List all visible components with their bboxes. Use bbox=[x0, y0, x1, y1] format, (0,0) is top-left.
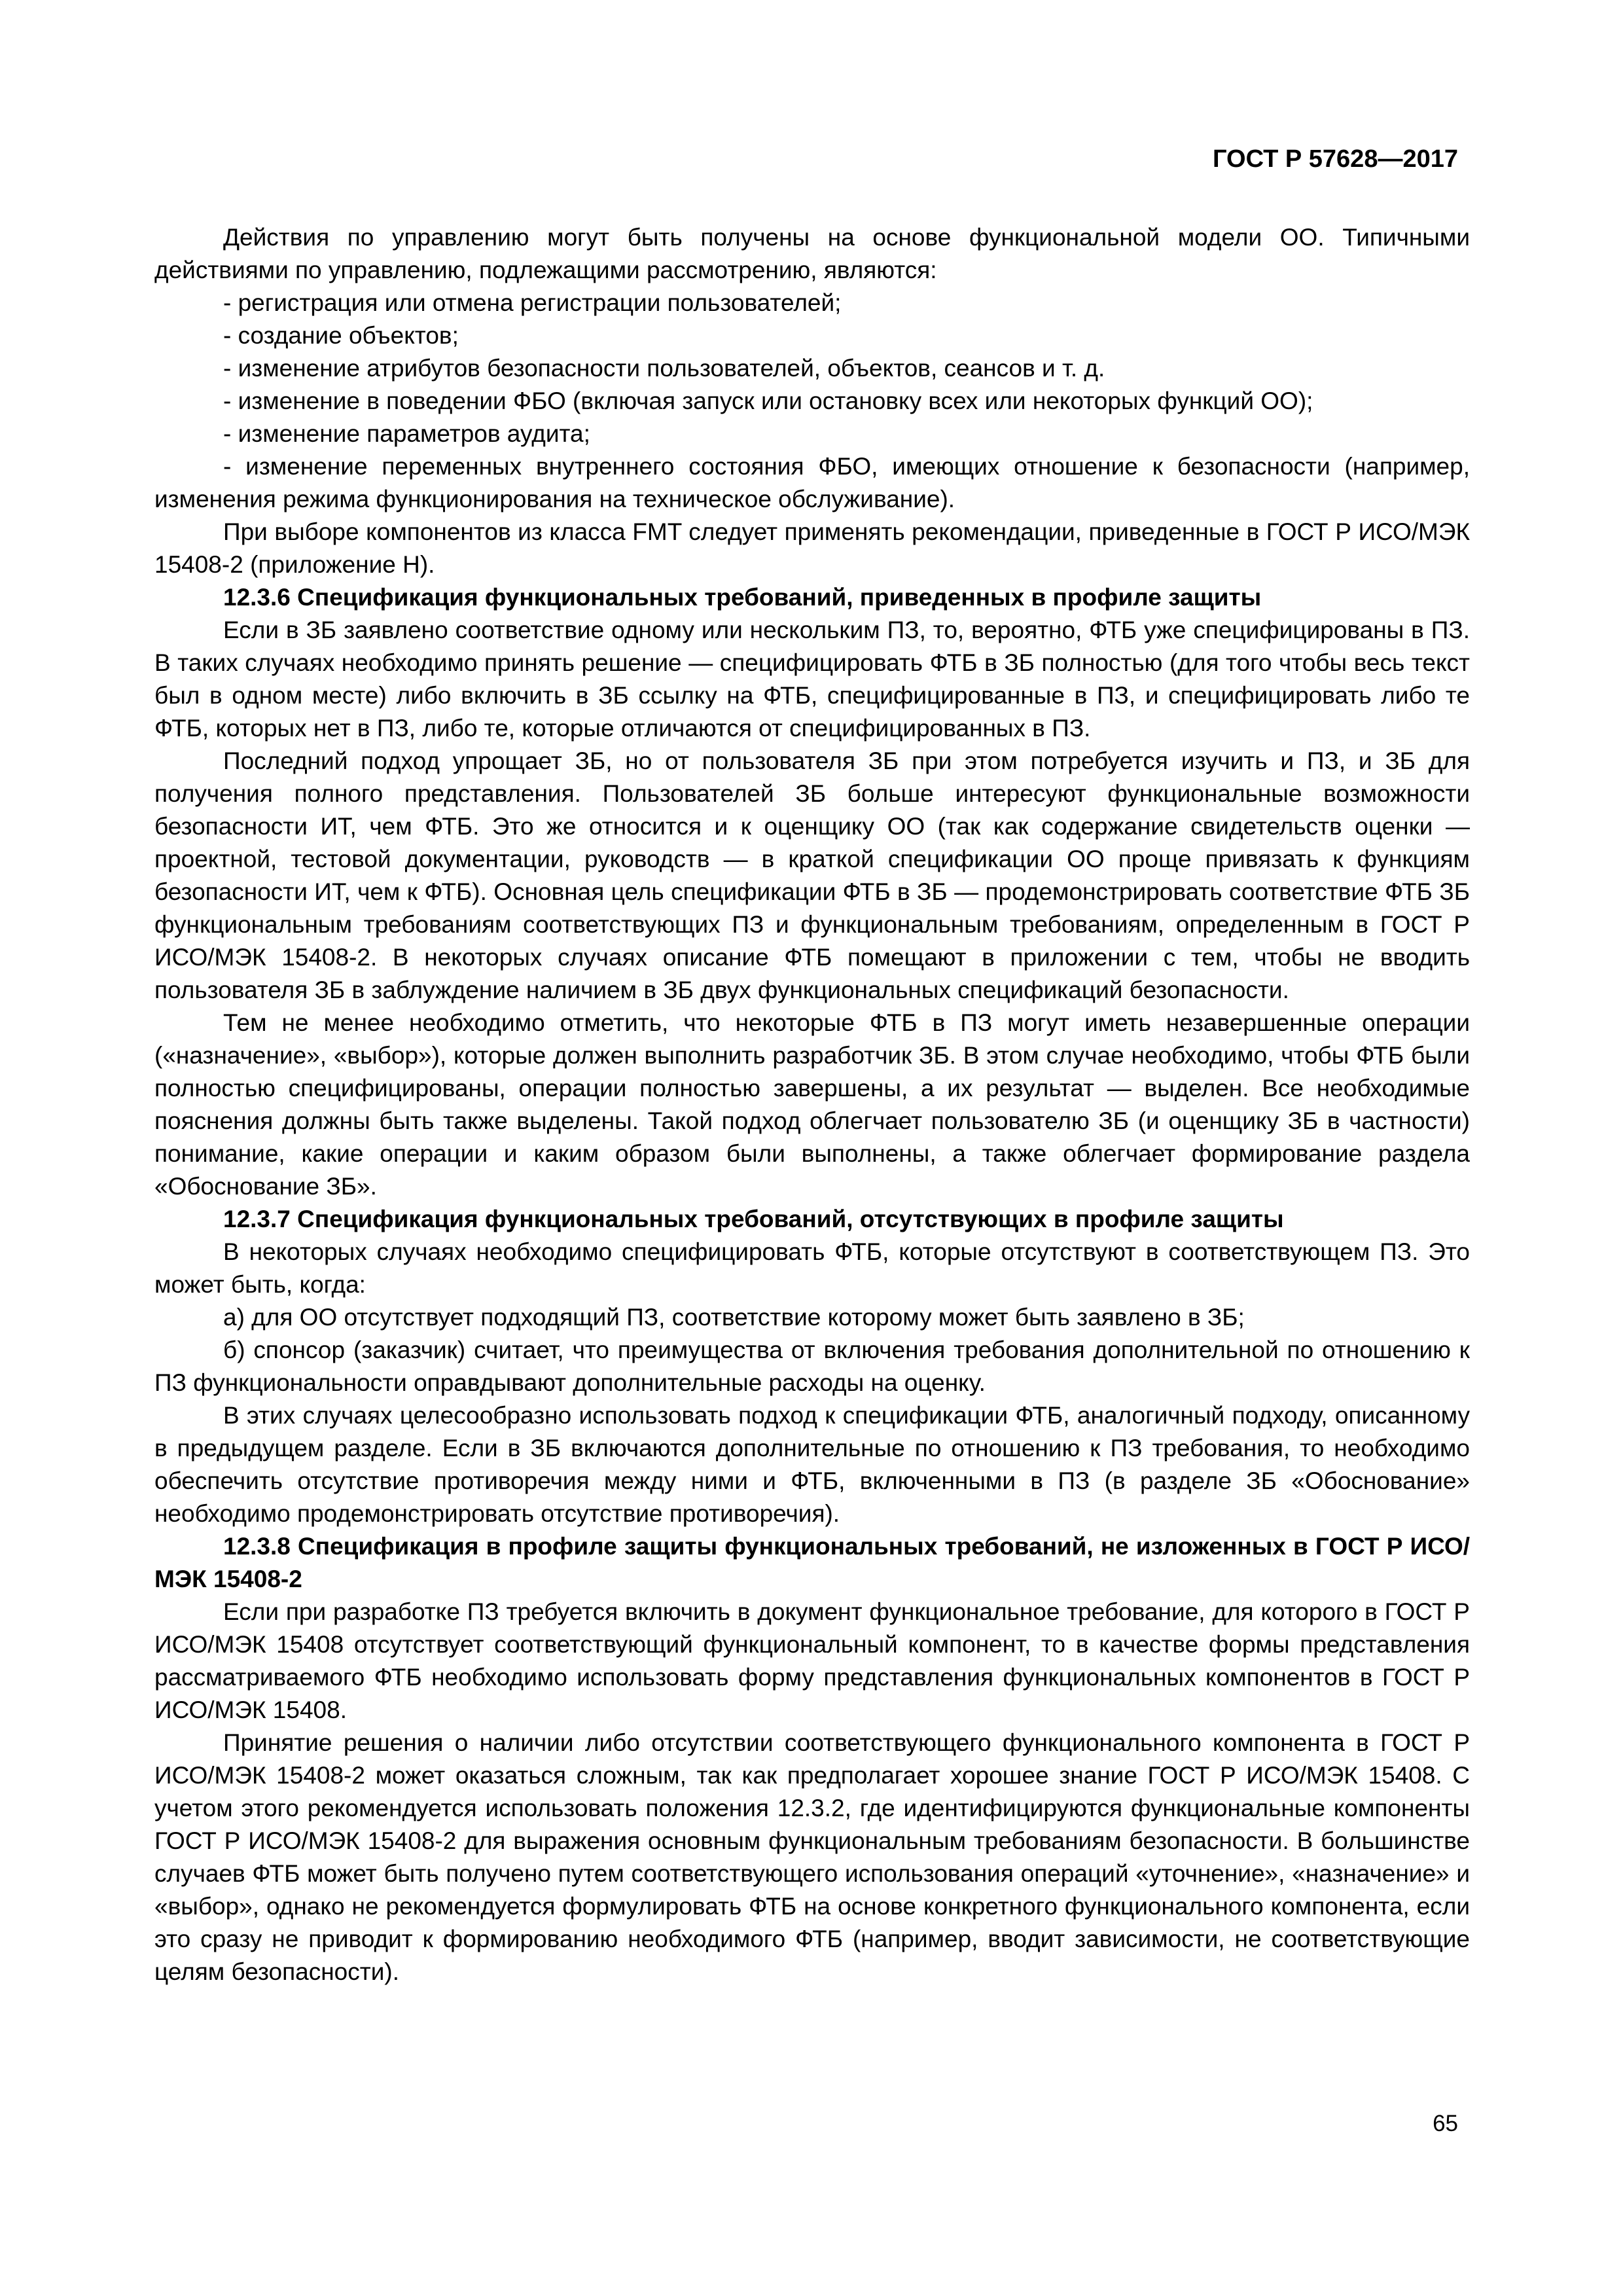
page-number: 65 bbox=[1433, 2111, 1458, 2136]
section-heading: 12.3.8 Спецификация в профиле защиты функциональных требований, не изложенных в ГОСТ Р ИСО/МЭК 15408-2 bbox=[154, 1533, 1470, 1592]
list-item: - изменение переменных внутреннего состояния ФБО, имеющих отношение к безопасности (например, изменения режима функционирования на техническое обслуживание). bbox=[154, 453, 1470, 512]
document-body bbox=[154, 221, 1470, 1988]
paragraph: Действия по управлению могут быть получены на основе функциональной модели ОО. Типичными действиями по управлению, подлежащими рассмотрению, являются: bbox=[154, 224, 1470, 283]
list-item: - регистрация или отмена регистрации пользователей; bbox=[223, 289, 842, 316]
paragraph: Если в ЗБ заявлено соответствие одному или нескольким ПЗ, то, вероятно, ФТБ уже специфицированы в ПЗ. В таких случаях необходимо принять решение — специфицировать ФТБ в ЗБ полностью (для того чтобы весь текст был в одном месте) либо включить в ЗБ ссылку на ФТБ, специфицированные в ПЗ, и специфицировать либо те ФТБ, которых нет в ПЗ, либо те, которые отличаются от специфицированных в ПЗ. bbox=[154, 617, 1470, 742]
list-item: - изменение атрибутов безопасности пользователей, объектов, сеансов и т. д. bbox=[223, 355, 1105, 382]
list-item: - изменение параметров аудита; bbox=[223, 420, 590, 447]
paragraph: В этих случаях целесообразно использовать подход к спецификации ФТБ, аналогичный подходу, описанному в предыдущем разделе. Если в ЗБ включаются дополнительные по отношению к ПЗ требования, то необходимо обеспечить отсутствие противоречия между ними и ФТБ, включенными в ПЗ (в разделе ЗБ «Обоснование» необходимо продемонстрировать отсутствие противоречия). bbox=[154, 1402, 1470, 1527]
paragraph: Тем не менее необходимо отметить, что некоторые ФТБ в ПЗ могут иметь незавершенные операции («назначение», «выбор»), которые должен выполнить разработчик ЗБ. В этом случае необходимо, чтобы ФТБ были полностью специфицированы, операции полностью завершены, а их результат — выделен. Все необходимые пояснения должны быть также выделены. Такой подход облегчает пользователю ЗБ (и оценщику ЗБ в частности) понимание, какие операции и каким образом были выполнены, а также облегчает формирование раздела «Обоснование ЗБ». bbox=[154, 1009, 1470, 1200]
list-item: - создание объектов; bbox=[223, 322, 459, 349]
paragraph: При выборе компонентов из класса FMT следует применять рекомендации, приведенные в ГОСТ Р ИСО/МЭК 15408-2 (приложение Н). bbox=[154, 518, 1470, 578]
paragraph: Если при разработке ПЗ требуется включить в документ функциональное требование, для которого в ГОСТ Р ИСО/МЭК 15408 отсутствует соответствующий функциональный компонент, то в качестве формы представления рассматриваемого ФТБ необходимо использовать форму представления функциональных компонентов в ГОСТ Р ИСО/МЭК 15408. bbox=[154, 1598, 1470, 1723]
section-heading: 12.3.7 Спецификация функциональных требований, отсутствующих в профиле защиты bbox=[223, 1206, 1284, 1232]
list-item: б) спонсор (заказчик) считает, что преимущества от включения требования дополнительной по отношению к ПЗ функциональности оправдывают дополнительные расходы на оценку. bbox=[154, 1336, 1470, 1396]
list-item: - изменение в поведении ФБО (включая запуск или остановку всех или некоторых функций ОО); bbox=[223, 387, 1313, 414]
section-heading: 12.3.6 Спецификация функциональных требований, приведенных в профиле защиты bbox=[223, 584, 1262, 611]
paragraph: Последний подход упрощает ЗБ, но от пользователя ЗБ при этом потребуется изучить и ПЗ, и ЗБ для получения полного представления. Пользователей ЗБ больше интересуют функциональные возможности безопасности ИТ, чем ФТБ. Это же относится и к оценщику ОО (так как содержание свидетельств оценки — проектной, тестовой документации, руководств — в краткой спецификации ОО проще привязать к функциям безопасности ИТ, чем к ФТБ). Основная цель спецификации ФТБ в ЗБ — продемонстрировать соответствие ФТБ ЗБ функциональным требованиям соответствующих ПЗ и функциональным требованиям, определенным в ГОСТ Р ИСО/МЭК 15408-2. В некоторых случаях описание ФТБ помещают в приложении с тем, чтобы не вводить пользователя ЗБ в заблуждение наличием в ЗБ двух функциональных спецификаций безопасности. bbox=[154, 747, 1470, 1003]
document-header: ГОСТ Р 57628—2017 bbox=[1213, 145, 1458, 173]
list-item: а) для ОО отсутствует подходящий ПЗ, соответствие которому может быть заявлено в ЗБ; bbox=[223, 1304, 1245, 1331]
paragraph: Принятие решения о наличии либо отсутствии соответствующего функционального компонента в ГОСТ Р ИСО/МЭК 15408-2 может оказаться сложным, так как предполагает хорошее знание ГОСТ Р ИСО/МЭК 15408. С учетом этого рекомендуется использовать положения 12.3.2, где идентифицируются функциональные компоненты ГОСТ Р ИСО/МЭК 15408-2 для выражения основным функциональным требованиям безопасности. В большинстве случаев ФТБ может быть получено путем соответствующего использования операций «уточнение», «назначение» и «выбор», однако не рекомендуется формулировать ФТБ на основе конкретного функционального компонента, если это сразу не приводит к формированию необходимого ФТБ (например, вводит зависимости, не соответствующие целям безопасности). bbox=[154, 1729, 1470, 1985]
paragraph: В некоторых случаях необходимо специфицировать ФТБ, которые отсутствуют в соответствующем ПЗ. Это может быть, когда: bbox=[154, 1238, 1470, 1298]
